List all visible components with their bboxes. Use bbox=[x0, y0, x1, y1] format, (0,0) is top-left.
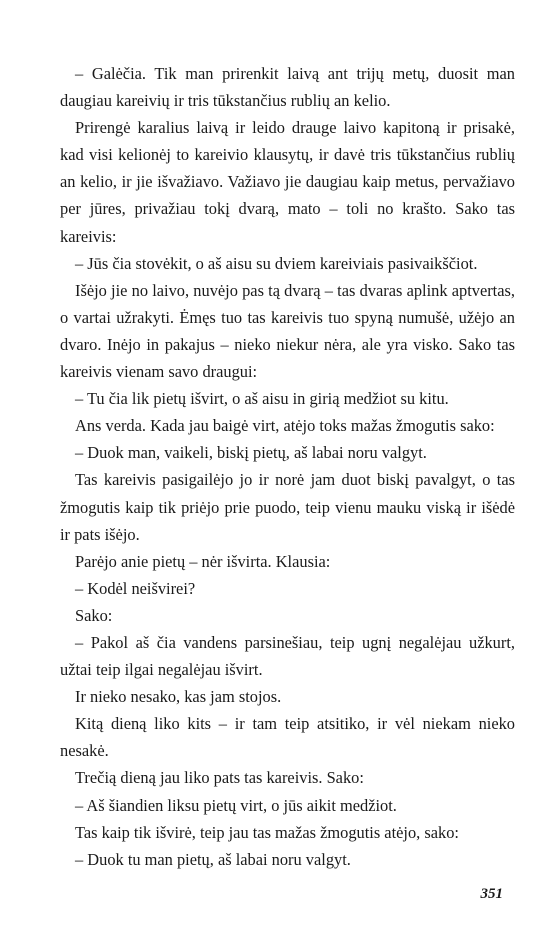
paragraph: – Jūs čia stovėkit, o aš aisu su dviem kareiviais pasivaikščiot. bbox=[75, 253, 478, 273]
paragraph: Tas kaip tik išvirė, teip jau tas mažas žmogutis atėjo, sako: bbox=[75, 822, 459, 842]
paragraph: – Duok man, vaikeli, biskį pietų, aš labai noru valgyt. bbox=[75, 443, 427, 463]
paragraph: Išėjo jie no laivo, nuvėjo pas tą dvarą – tas dvaras aplink aptvertas, o vartai užrakyti. Ėmęs tuo tas kareivis tuo spyną numušė, užėjo an dvaro. Inėjo in pakajus – nieko niekur nėra, ale yra visko. Sako tas kareivis vienam savo draugui: bbox=[60, 280, 515, 382]
paragraph: – Kodėl neišvirei? bbox=[75, 578, 196, 598]
paragraph: Kitą dieną liko kits – ir tam teip atsitiko, ir vėl niekam nieko nesakė. bbox=[60, 714, 515, 761]
paragraph: – Tu čia lik pietų išvirt, o aš aisu in girią medžiot su kitu. bbox=[75, 389, 449, 409]
paragraph: – Galėčia. Tik man prirenkit laivą ant trijų metų, duosit man daugiau kareivių ir tris tūkstančius rublių an kelio. bbox=[60, 64, 515, 111]
paragraph: Parėjo anie pietų – nėr išvirta. Klausia: bbox=[75, 551, 331, 571]
page-number: 351 bbox=[480, 886, 503, 902]
paragraph: Sako: bbox=[75, 605, 113, 625]
paragraph: Tas kareivis pasigailėjo jo ir norė jam duot biskį pavalgyt, o tas žmogutis kaip tik priėjo prie puodo, teip vienu mauku viską ir išėdė ir pats išėjo. bbox=[60, 470, 515, 544]
paragraph: – Aš šiandien liksu pietų virt, o jūs aikit medžiot. bbox=[75, 795, 397, 815]
paragraph: Trečią dieną jau liko pats tas kareivis. Sako: bbox=[75, 768, 364, 788]
paragraph: Prirengė karalius laivą ir leido drauge laivo kapitoną ir prisakė, kad visi kelionėj to kareivio klausytų, ir davė tris tūkstančius rublių an kelio, ir jie išvažiavo. Važiavo jie daugiau kaip metus, pervažiavo per jūres, privažiau tokį dvarą, mato – toli no krašto. Sako tas kareivis: bbox=[60, 118, 515, 246]
paragraph: – Duok tu man pietų, aš labai noru valgyt. bbox=[75, 849, 351, 869]
paragraph: Ans verda. Kada jau baigė virt, atėjo toks mažas žmogutis sako: bbox=[75, 416, 495, 436]
body-text bbox=[60, 60, 515, 873]
paragraph: – Pakol aš čia vandens parsinešiau, teip ugnį negalėjau užkurt, užtai teip ilgai negalėjau išvirt. bbox=[60, 632, 515, 680]
paragraph: Ir nieko nesako, kas jam stojos. bbox=[75, 687, 282, 707]
